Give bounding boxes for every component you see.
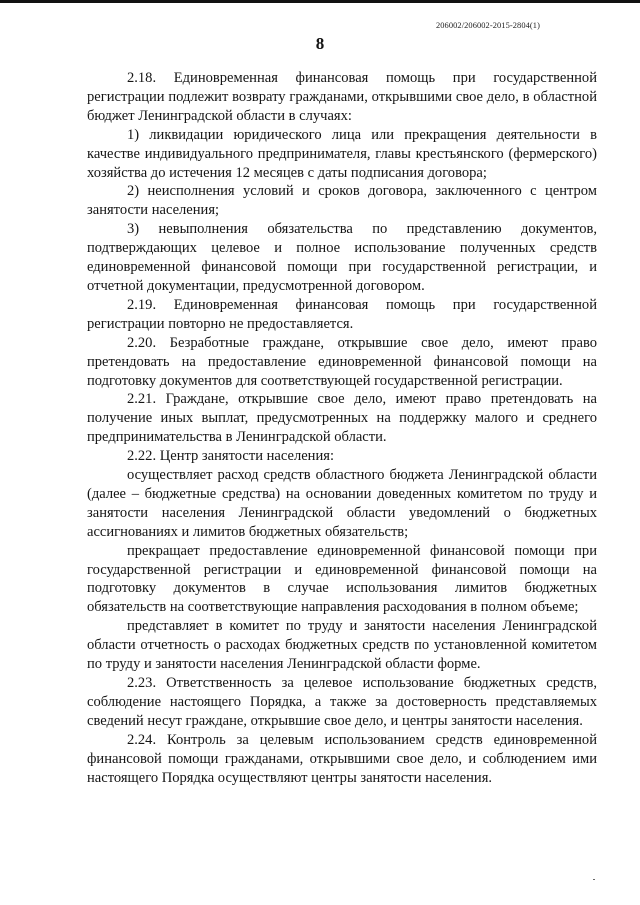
document-id: 206002/206002-2015-2804(1) <box>435 21 540 30</box>
paragraph-2-21: 2.21. Граждане, открывшие свое дело, имеют право претендовать на получение иных выплат, предусмотренных на поддержку малого и среднего предпринимательства в Ленинградской области. <box>87 391 597 446</box>
document-body <box>87 69 597 787</box>
paragraph-2-22-item-1: осуществляет расход средств областного бюджета Ленинградской области (далее – бюджетные средства) на основании доведенных комитетом по труду и занятости населения Ленинградской области уведомлений о бюджетных ассигнованиях и лимитов бюджетных обязательств; <box>87 467 597 540</box>
paragraph-2-18: 2.18. Единовременная финансовая помощь при государственной регистрации подлежит возврату гражданами, открывшими свое дело, в областной бюджет Ленинградской области в случаях: <box>87 70 597 124</box>
paragraph-2-23: 2.23. Ответственность за целевое использование бюджетных средств, соблюдение настоящего Порядка, а также за достоверность представляемых сведений несут граждане, открывшие свое дело, и центры занятости населения. <box>87 675 597 729</box>
top-border-line <box>0 0 640 3</box>
paragraph-2-22-item-2: прекращает предоставление единовременной финансовой помощи при государственной регистрации и единовременной финансовой помощи на подготовку документов в случае использования лимитов бюджетных обязательств на соответствующие направления расходования в полном объеме; <box>87 542 597 616</box>
page-number: 8 <box>315 34 325 53</box>
paragraph-2-18-item-2: 2) неисполнения условий и сроков договора, заключенного с центром занятости населения; <box>87 183 597 219</box>
paragraph-2-22: 2.22. Центр занятости населения: <box>127 448 334 465</box>
paragraph-2-18-item-3: 3) невыполнения обязательства по представлению документов, подтверждающих целевое и полное использование полученных средств единовременной финансовой помощи при государственной регистрации, и отчетной документации, предусмотренной договором. <box>87 221 597 294</box>
paragraph-2-24: 2.24. Контроль за целевым использованием средств единовременной финансовой помощи гражданами, открывшими свое дело, и соблюдением ими настоящего Порядка осуществляют центры занятости населения. <box>87 731 597 786</box>
paragraph-2-20: 2.20. Безработные граждане, открывшие свое дело, имеют право претендовать на предоставление единовременной финансовой помощи на подготовку документов для соответствующей государственной регистрации. <box>87 334 597 389</box>
paragraph-2-22-item-3: представляет в комитет по труду и занятости населения Ленинградской области отчетность о расходах бюджетных средств по установленной комитетом по труду и занятости населения Ленинградской области форме. <box>87 618 597 673</box>
scan-speck <box>593 879 595 880</box>
paragraph-2-18-item-1: 1) ликвидации юридического лица или прекращения деятельности в качестве индивидуального предпринимателя, главы крестьянского (фермерского) хозяйства до истечения 12 месяцев с даты подписания договора; <box>87 126 597 181</box>
paragraph-2-19: 2.19. Единовременная финансовая помощь при государственной регистрации повторно не предоставляется. <box>87 296 597 332</box>
